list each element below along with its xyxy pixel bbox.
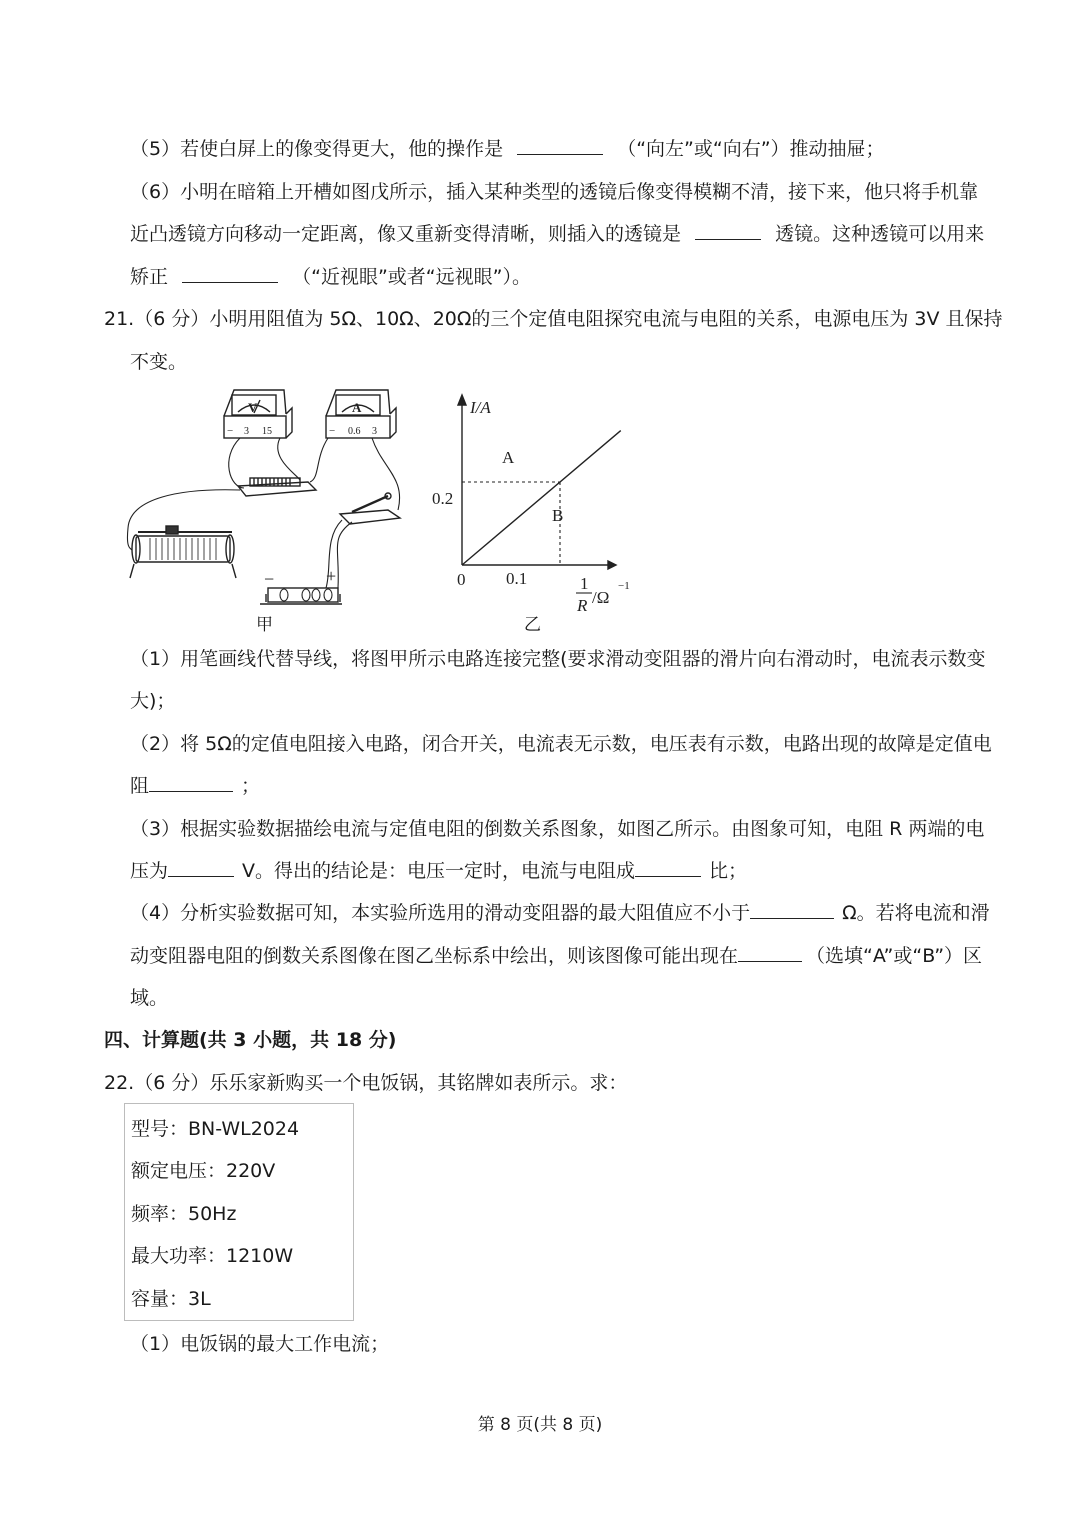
q21-part3-line2: 压为 V。得出的结论是：电压一定时，电流与电阻成 比； (130, 856, 747, 886)
graph-figure-yi (420, 385, 660, 625)
q21-stem-line1: 21.（6 分）小明用阻值为 5Ω、10Ω、20Ω的三个定值电阻探究电流与电阻的关系，电源电压为 3V 且保持 (104, 308, 1003, 330)
origin-label: 0 (457, 570, 466, 589)
voltmeter-terminal-15: 15 (262, 426, 272, 437)
battery-cells (280, 589, 332, 601)
nameplate-frequency: 频率：50Hz (131, 1203, 237, 1225)
data-line (462, 431, 621, 565)
q22-stem: 22.（6 分）乐乐家新购买一个电饭锅，其铭牌如表所示。求： (104, 1072, 628, 1094)
rheostat (130, 526, 236, 578)
battery-minus: − (264, 569, 275, 589)
answer-blank[interactable] (635, 856, 701, 877)
answer-blank[interactable] (695, 219, 761, 240)
answer-blank[interactable] (517, 134, 603, 155)
figure-caption-jia: 甲 (256, 615, 273, 635)
section-heading: 四、计算题(共 3 小题，共 18 分) (104, 1029, 397, 1051)
y-tick-label: 0.2 (432, 489, 454, 508)
answer-blank[interactable] (738, 941, 802, 962)
voltmeter (224, 390, 292, 438)
ammeter-terminal-0.6: 0.6 (348, 426, 361, 437)
answer-blank[interactable] (149, 771, 233, 792)
q21-part2-line1: （2）将 5Ω的定值电阻接入电路，闭合开关，电流表无示数，电压表有示数，电路出现的故障是定值电 (130, 733, 992, 755)
q21-part4-line1: （4）分析实验数据可知，本实验所选用的滑动变阻器的最大阻值应不小于 Ω。若将电流和滑 (130, 898, 990, 928)
q21-stem-line2: 不变。 (130, 351, 188, 373)
x-label-exponent: −1 (618, 580, 630, 592)
q20-part6-line2: 近凸透镜方向移动一定距离，像又重新变得清晰，则插入的透镜是 透镜。这种透镜可以用来 (130, 219, 984, 249)
page-footer: 第 8 页(共 8 页) (477, 1415, 603, 1435)
circuit-figure-jia (120, 378, 420, 638)
nameplate-model: 型号：BN-WL2024 (131, 1118, 300, 1140)
q21-part1-line2: 大)； (130, 690, 176, 712)
nameplate-capacity: 容量：3L (131, 1288, 211, 1310)
nameplate-table (124, 1103, 354, 1321)
region-label-b: B (552, 506, 564, 525)
voltmeter-minus: − (227, 425, 234, 437)
nameplate-voltage: 额定电压：220V (131, 1160, 276, 1182)
battery-plus: + (326, 566, 337, 586)
x-label-unit: /Ω (592, 588, 610, 607)
q21-part2-line2: 阻 ； (130, 771, 260, 801)
switch (340, 493, 400, 524)
coil-rings (150, 538, 216, 560)
x-label-denominator: R (577, 596, 588, 615)
y-axis-label: I/A (470, 398, 491, 417)
q20-part6-line3: 矫正 （“近视眼”或者“远视眼”）。 (130, 262, 531, 292)
x-tick-label: 0.1 (506, 569, 528, 588)
ammeter-minus: − (329, 425, 336, 437)
y-axis-arrow (458, 395, 466, 405)
x-label-numerator: 1 (580, 574, 589, 593)
region-label-a: A (502, 448, 515, 467)
battery (260, 588, 342, 604)
nameplate-power: 最大功率：1210W (131, 1245, 294, 1267)
q21-part1-line1: （1）用笔画线代替导线，将图甲所示电路连接完整(要求滑动变阻器的滑片向右滑动时，电流表示数变 (130, 648, 986, 670)
answer-blank[interactable] (168, 856, 234, 877)
ammeter-letter: A (352, 400, 362, 415)
q21-part3-line1: （3）根据实验数据描绘电流与定值电阻的倒数关系图象，如图乙所示。由图象可知，电阻 R 两端的电 (130, 818, 985, 840)
ammeter-terminal-3: 3 (372, 426, 377, 437)
figure-caption-yi: 乙 (524, 615, 541, 635)
answer-blank[interactable] (750, 898, 834, 919)
x-axis-arrow (608, 561, 616, 569)
q21-part4-line2: 动变阻器电阻的倒数关系图像在图乙坐标系中绘出，则该图像可能出现在 （选填“A”或“B”）区 (130, 941, 982, 971)
q20-part5: （5）若使白屏上的像变得更大，他的操作是 （“向左”或“向右”）推动抽屉； (130, 134, 885, 164)
voltmeter-terminal-3: 3 (244, 426, 249, 437)
q20-part6-line1: （6）小明在暗箱上开槽如图戊所示，插入某种类型的透镜后像变得模糊不清，接下来，他只将手机靠 (130, 181, 979, 203)
q21-part4-line3: 域。 (130, 987, 169, 1009)
voltmeter-letter: V (248, 400, 258, 415)
fixed-resistor (238, 478, 316, 496)
q22-part1: （1）电饭锅的最大工作电流； (130, 1333, 390, 1355)
answer-blank[interactable] (182, 262, 278, 283)
